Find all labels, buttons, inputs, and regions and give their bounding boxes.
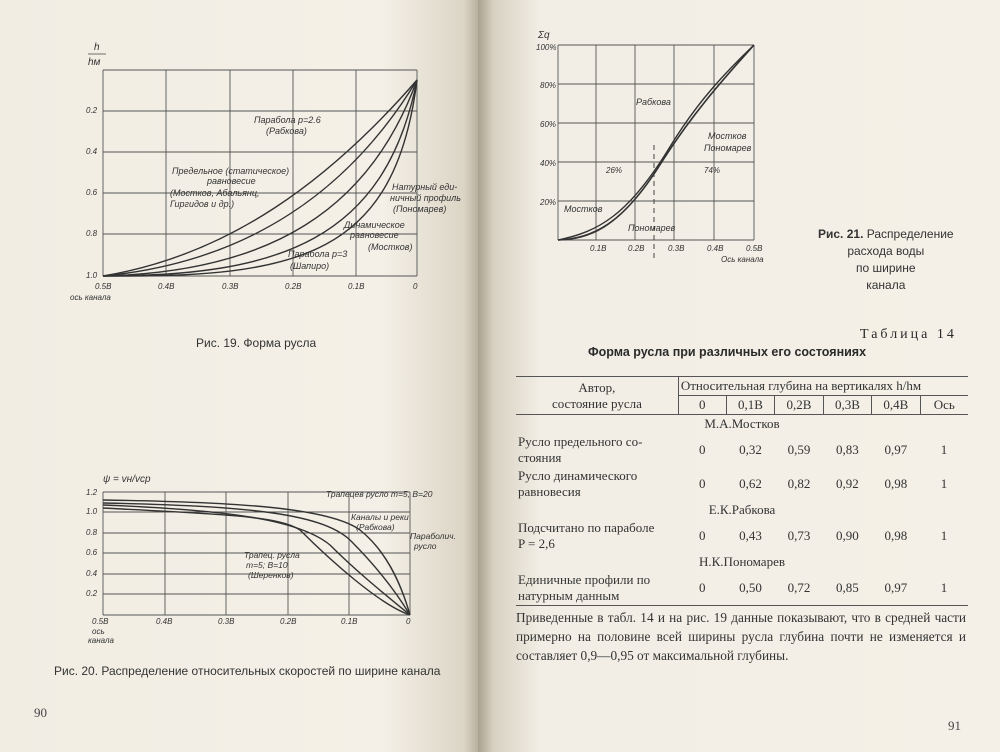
table-cell: 0,92 <box>836 476 859 491</box>
table-cell: 0,72 <box>775 571 823 606</box>
fig21-caption-number: Рис. 21. <box>818 227 864 241</box>
table-cell: 0,73 <box>787 528 811 543</box>
table-cell: 1 <box>940 442 948 457</box>
table-col-header: 0,2B <box>775 396 823 415</box>
table-cell: 0,62 <box>739 476 762 491</box>
table-cell: 1 <box>940 528 948 543</box>
fig21-x-tick: 0.5B <box>746 244 763 253</box>
right-page <box>478 0 1000 752</box>
table-col-header: Ось <box>920 396 968 415</box>
body-paragraph: Приведенные в табл. 14 и на рис. 19 данные показывают, что в средней части примерно на половине всей ширины русла глубина почти не изменяется и составляет 0,9—0,95 от максимальной глубины. <box>516 610 966 663</box>
fig21-label: 74% <box>704 166 721 175</box>
table-cell: 0,83 <box>836 442 859 457</box>
table-group-author: М.А.Мостков <box>704 416 780 431</box>
fig20-y-tick: 0.2 <box>86 589 98 598</box>
table-cell: 0,85 <box>823 571 871 606</box>
fig20-y-tick: 0.8 <box>86 528 98 537</box>
table-cell: 0,32 <box>739 442 762 457</box>
fig19-y-axis-den: hм <box>88 57 101 68</box>
table-cell: 1 <box>920 571 968 606</box>
table-cell: 0,98 <box>884 528 908 543</box>
fig21-y-tick: 40% <box>540 159 557 168</box>
fig21-label: Пономарев <box>628 223 676 233</box>
table-cell: 0,90 <box>836 528 859 543</box>
fig21-label: Пономарев <box>704 143 752 153</box>
fig20-y-tick: 1.2 <box>86 488 98 497</box>
fig19-x-tick: 0.3B <box>222 282 239 291</box>
table-cell: 1 <box>940 476 948 491</box>
fig19-label: равновесие <box>350 230 399 240</box>
table-14-number: Таблица 14 <box>860 327 957 342</box>
fig21-x-tick: 0.4B <box>707 244 724 253</box>
fig19-label: (Пономарев) <box>393 204 447 214</box>
fig21-caption-text: расхода воды <box>847 244 925 258</box>
fig21-caption-text: Распределение <box>866 227 954 241</box>
fig20-y-tick: 0.6 <box>86 548 98 557</box>
fig20-label: Трапецев русло m=5, B=20 <box>326 489 433 499</box>
table-cell: 0,50 <box>726 571 774 606</box>
fig20-label: Параболич. <box>410 531 456 541</box>
fig19-x-tick: 0.5B <box>95 282 112 291</box>
table-header-author: Автор, состояние русла <box>516 377 678 415</box>
table-row: Русло динамического равновесия 0 0,62 0,82 0,92 0,98 1 <box>516 467 968 501</box>
fig21-caption <box>818 226 954 294</box>
fig21-caption-text: канала <box>866 278 906 292</box>
fig20-x-tick: 0.2B <box>280 617 297 626</box>
fig20-x-axis-label: ось <box>92 627 105 636</box>
fig20-x-axis-label: канала <box>88 636 114 645</box>
fig21-x-tick: 0.3B <box>668 244 685 253</box>
fig21-label: Мостков <box>564 204 603 214</box>
fig20-label: m=5; B=10 <box>246 560 288 570</box>
table-cell: 0,82 <box>787 476 811 491</box>
table-group-author: Е.К.Рабкова <box>708 502 776 517</box>
fig19-y-tick: 1.0 <box>86 271 98 280</box>
fig19-label: ничный профиль <box>390 193 461 203</box>
fig21-label: Мостков <box>708 131 747 141</box>
table-col-header: 0,3B <box>823 396 871 415</box>
table-cell: 0 <box>699 442 706 457</box>
fig21-y-tick: 60% <box>540 120 557 129</box>
table-row: Единичные профили по натурным данным 0 0,50 0,72 0,85 0,97 1 <box>516 571 968 606</box>
fig21-label: 26% <box>606 166 623 175</box>
table-group-author: Н.К.Пономарев <box>699 554 785 569</box>
fig19-label: (Мостков, Абальянц, <box>170 188 260 198</box>
table-header-group: Относительная глубина на вертикалях h/hм <box>678 377 968 396</box>
fig19-y-tick: 0.6 <box>86 188 98 197</box>
table-cell: 0,43 <box>739 528 762 543</box>
fig21-y-tick: 100% <box>536 43 557 52</box>
table-cell: 0,97 <box>884 442 908 457</box>
fig20-label: русло <box>414 541 437 551</box>
fig19-label: Парабола p=3 <box>288 249 348 259</box>
table-cell: 0 <box>699 476 706 491</box>
fig20-y-tick: 0.4 <box>86 569 98 578</box>
fig21-y-axis-label: Σq <box>538 30 550 41</box>
fig19-x-tick: 0.2B <box>285 282 302 291</box>
fig19-label: (Шапиро) <box>290 261 330 271</box>
fig21-y-tick: 80% <box>540 81 557 90</box>
table-col-header: 0 <box>678 396 726 415</box>
table-cell: 0,97 <box>872 571 920 606</box>
fig20-label: Трапец. русла <box>244 550 300 560</box>
table-row: Русло предельного со- стояния 0 0,32 0,59 0,83 0,97 1 <box>516 433 968 467</box>
fig19-label: (Рабкова) <box>266 126 307 136</box>
table-cell: 0,98 <box>884 476 908 491</box>
fig19-y-axis-num: h <box>94 42 100 53</box>
fig19-label: Гиргидов и др.) <box>170 199 235 209</box>
page-number-left: 90 <box>34 705 47 720</box>
fig21-x-tick: 0.1B <box>590 244 607 253</box>
fig20-label: Каналы и реки <box>351 512 409 522</box>
fig20-x-tick: 0 <box>406 617 411 626</box>
fig19-x-axis-label: ось канала <box>70 293 111 302</box>
table-cell: 0 <box>678 571 726 606</box>
fig19-y-tick: 0.4 <box>86 147 98 156</box>
fig19-x-tick: 0 <box>413 282 418 291</box>
fig21-label: Рабкова <box>636 97 671 107</box>
table-cell: 0 <box>699 528 706 543</box>
fig21-x-axis-label: Ось канала <box>721 255 764 264</box>
fig20-y-axis-label: ψ = vн/vср <box>103 474 151 485</box>
left-page <box>0 0 478 752</box>
fig19-label: (Мостков) <box>368 242 413 252</box>
table-row: Подсчитано по параболе P = 2,6 0 0,43 0,73 0,90 0,98 1 <box>516 519 968 553</box>
fig19-x-tick: 0.1B <box>348 282 365 291</box>
table-col-header: 0,1B <box>726 396 774 415</box>
table-col-header: 0,4B <box>872 396 920 415</box>
fig19-x-tick: 0.4B <box>158 282 175 291</box>
fig21-y-tick: 20% <box>540 198 557 207</box>
fig19-label: Динамическое <box>344 220 405 230</box>
fig20-y-tick: 1.0 <box>86 507 98 516</box>
fig21-x-tick: 0.2B <box>628 244 645 253</box>
fig19-label: Предельное (статическое) <box>172 166 290 176</box>
fig19-y-tick: 0.8 <box>86 229 98 238</box>
fig20-x-tick: 0.1B <box>341 617 358 626</box>
fig20-label: (Рабкова) <box>356 522 395 532</box>
fig19-y-tick: 0.2 <box>86 106 98 115</box>
fig19-label: Парабола p=2.6 <box>254 115 321 125</box>
table-14-title: Форма русла при различных его состояниях <box>588 345 867 359</box>
table-14 <box>516 376 968 606</box>
fig19-label: равновесие <box>207 176 256 186</box>
fig21-caption-text: по ширине <box>856 261 916 275</box>
table-cell: 0,59 <box>787 442 811 457</box>
fig19-caption: Рис. 19. Форма русла <box>196 336 317 350</box>
fig20-x-tick: 0.3B <box>218 617 235 626</box>
figure-20-chart <box>0 470 478 670</box>
fig20-caption: Рис. 20. Распределение относительных скоростей по ширине канала <box>54 664 441 678</box>
page-number-right: 91 <box>948 718 961 733</box>
fig20-x-tick: 0.5B <box>92 617 109 626</box>
fig20-label: (Шеренков) <box>248 570 294 580</box>
figure-19-chart <box>0 0 478 340</box>
fig20-x-tick: 0.4B <box>156 617 173 626</box>
fig19-label: Натурный еди- <box>392 182 458 192</box>
